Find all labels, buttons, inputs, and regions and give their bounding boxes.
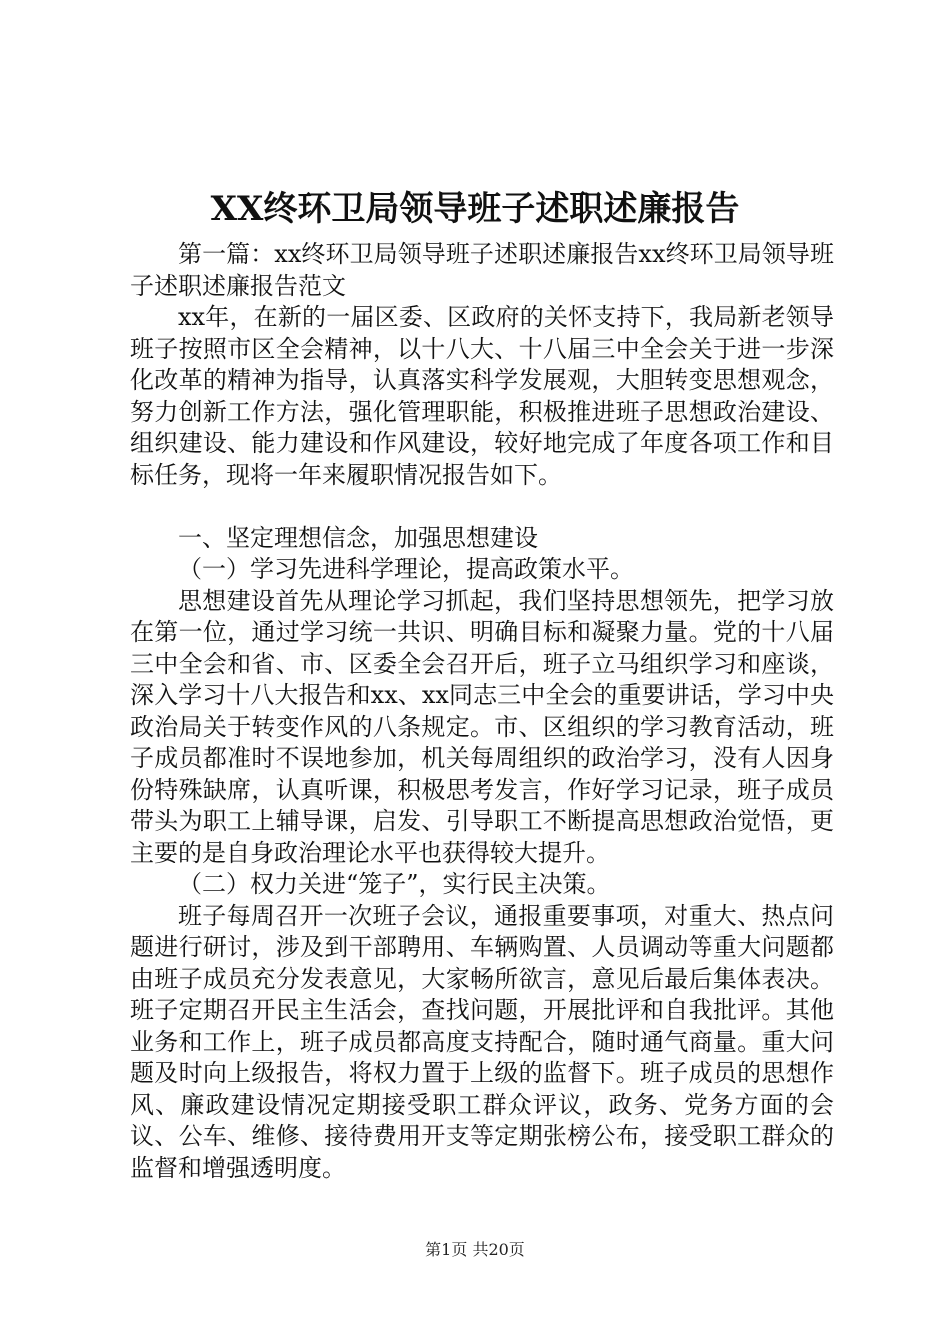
paragraph-intro: 第一篇：xx终环卫局领导班子述职述廉报告xx终环卫局领导班子述职述廉报告范文 [130,240,834,300]
page-footer: 第1页 共20页 [425,1240,525,1259]
document-body [130,239,834,1184]
subsection-heading-2: （二）权力关进“笼子”，实行民主决策。 [178,870,611,898]
paragraph-summary: xx年，在新的一届区委、区政府的关怀支持下，我局新老领导班子按照市区全会精神，以十八大、十八届三中全会关于进一步深化改革的精神为指导，认真落实科学发展观，大胆转变思想观念，努力创新工作方法，强化管理职能，积极推进班子思想政治建设、组织建设、能力建设和作风建设，较好地完成了年度各项工作和目标任务，现将一年来履职情况报告如下。 [130,303,834,489]
paragraph-democratic-decision: 班子每周召开一次班子会议，通报重要事项，对重大、热点问题进行研讨，涉及到干部聘用、车辆购置、人员调动等重大问题都由班子成员充分发表意见，大家畅所欲言，意见后最后集体表决。班子定期召开民主生活会，查找问题，开展批评和自我批评。其他业务和工作上，班子成员都高度支持配合，随时通气商量。重大问题及时向上级报告，将权力置于上级的监督下。班子成员的思想作风、廉政建设情况定期接受职工群众评议，政务、党务方面的会议、公车、维修、接待费用开支等定期张榜公布，接受职工群众的监督和增强透明度。 [130,901,834,1182]
subsection-heading-1: （一）学习先进科学理论，提高政策水平。 [178,555,634,583]
section-heading: 一、坚定理想信念，加强思想建设 [178,523,538,552]
document-title: XX终环卫局领导班子述职述廉报告 [210,189,740,229]
paragraph-theory-study: 思想建设首先从理论学习抓起，我们坚持思想领先，把学习放在第一位，通过学习统一共识、明确目标和凝聚力量。党的十八届三中全会和省、市、区委全会召开后，班子立马组织学习和座谈，深入学习十八大报告和xx、xx同志三中全会的重要讲话，学习中央政治局关于转变作风的八条规定。市、区组织的学习教育活动，班子成员都准时不误地参加，机关每周组织的政治学习，没有人因身份特殊缺席，认真听课，积极思考发言，作好学习记录，班子成员带头为职工上辅导课，启发、引导职工不断提高思想政治觉悟，更主要的是自身政治理论水平也获得较大提升。 [130,586,834,867]
